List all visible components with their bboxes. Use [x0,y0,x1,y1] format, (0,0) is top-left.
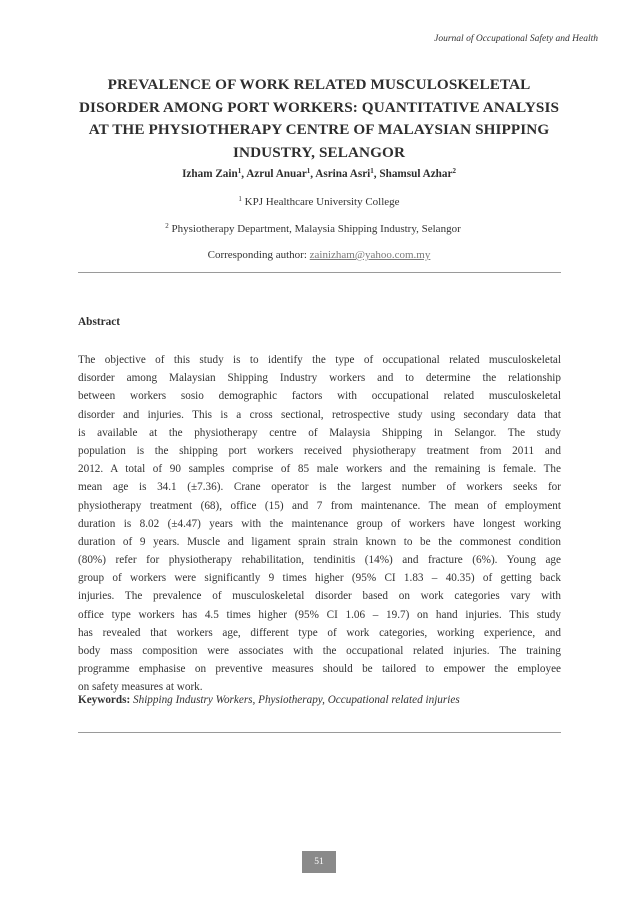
author-affiliation-mark: 2 [452,167,456,175]
affiliation-mark: 1 [238,195,242,203]
author-name: Azrul Anuar [246,168,307,180]
abstract-line: programme emphasise on preventive measures should be tailored to empower the employee [78,663,561,676]
author-affiliation-mark: 1 [306,167,311,175]
author-list [0,167,638,180]
title-line: DISORDER AMONG PORT WORKERS: QUANTITATIVE ANALYSIS [78,98,559,116]
abstract-line: group of workers were significantly 9 times higher (95% CI 1.83 – 40.35) of getting back [78,572,561,585]
abstract-line: injuries. The prevalence of musculoskeletal disorder based on work categories vary with [78,590,561,603]
abstract-line: (80%) refer for physiotherapy rehabilitation, tendinitis (14%) and fracture (6%). Young age [78,554,561,567]
abstract-line: mean age is 34.1 (±7.36). Crane operator is the largest number of workers seeks for [78,481,561,494]
author-separator: , [310,168,316,180]
header-divider [78,272,561,273]
abstract-line: The objective of this study is to identify the type of occupational related musculoskeletal [78,354,561,366]
paper-title [70,74,568,164]
affiliation-text: Physiotherapy Department, Malaysia Shipping Industry, Selangor [171,223,461,235]
abstract-line: on safety measures at work. [78,681,203,694]
title-line: AT THE PHYSIOTHERAPY CENTRE OF MALAYSIAN SHIPPING [88,121,550,138]
abstract-line: physiotherapy treatment (68), office (15) and 7 from maintenance. The mean of employment [78,499,561,512]
author-name: Asrina Asri [315,168,371,180]
keywords-label: Keywords: [78,694,131,706]
affiliation-text: KPJ Healthcare University College [244,196,400,208]
abstract-body [78,351,561,697]
author-name: Izham Zain [182,168,238,180]
corresponding-author [0,249,638,261]
abstract-line: has revealed that workers age, different type of work categories, working experience, and [78,626,561,639]
page-number: 51 [302,851,336,873]
abstract-line: 2012. A total of 90 samples comprise of 85 male workers and the remaining is female. The [78,463,561,476]
keywords-value: Shipping Industry Workers, Physiotherapy, Occupational related injuries [133,694,460,706]
abstract-line: population is the shipping port workers received physiotherapy treatment from 2011 and [78,444,561,457]
abstract-line: duration is 8.02 (±4.47) years with the maintenance group of workers have longest working [78,517,561,530]
abstract-line: between workers sosio demographic factors with occupational related musculoskeletal [78,390,561,403]
affiliation-1 [0,195,638,208]
journal-running-head: Journal of Occupational Safety and Health [434,34,598,44]
author-separator: , [241,168,247,180]
title-line: PREVALENCE OF WORK RELATED MUSCULOSKELETAL [107,76,531,93]
author-affiliation-mark: 1 [237,167,242,175]
abstract-line: disorder and injuries. This is a cross sectional, retrospective study using secondary data that [78,408,561,421]
affiliation-2 [0,222,632,235]
author-separator: , [373,168,380,180]
keywords [78,694,460,706]
abstract-line: body mass composition were associates with the occupational related injuries. The training [78,645,561,657]
title-line: INDUSTRY, SELANGOR [232,143,406,161]
affiliation-mark: 2 [165,222,169,230]
abstract-line: office type workers has 4.5 times higher (95% CI 1.06 – 19.7) on hand injuries. This study [78,608,561,621]
corresponding-email-link[interactable]: zainizham@yahoo.com.my [309,249,431,261]
abstract-line: is available at the physiotherapy centre of Malaysia Shipping in Selangor. The study [78,426,561,439]
abstract-line: disorder among Malaysian Shipping Industry workers and to determine the relationship [78,372,561,385]
abstract-line: duration of 9 years. Muscle and ligament sprain strain known to be the commonest condition [78,535,561,548]
footer-divider [78,732,561,733]
author-name: Shamsul Azhar [379,168,453,180]
author-affiliation-mark: 1 [370,167,374,175]
corresponding-label: Corresponding author: [207,249,310,261]
abstract-heading: Abstract [78,316,121,328]
